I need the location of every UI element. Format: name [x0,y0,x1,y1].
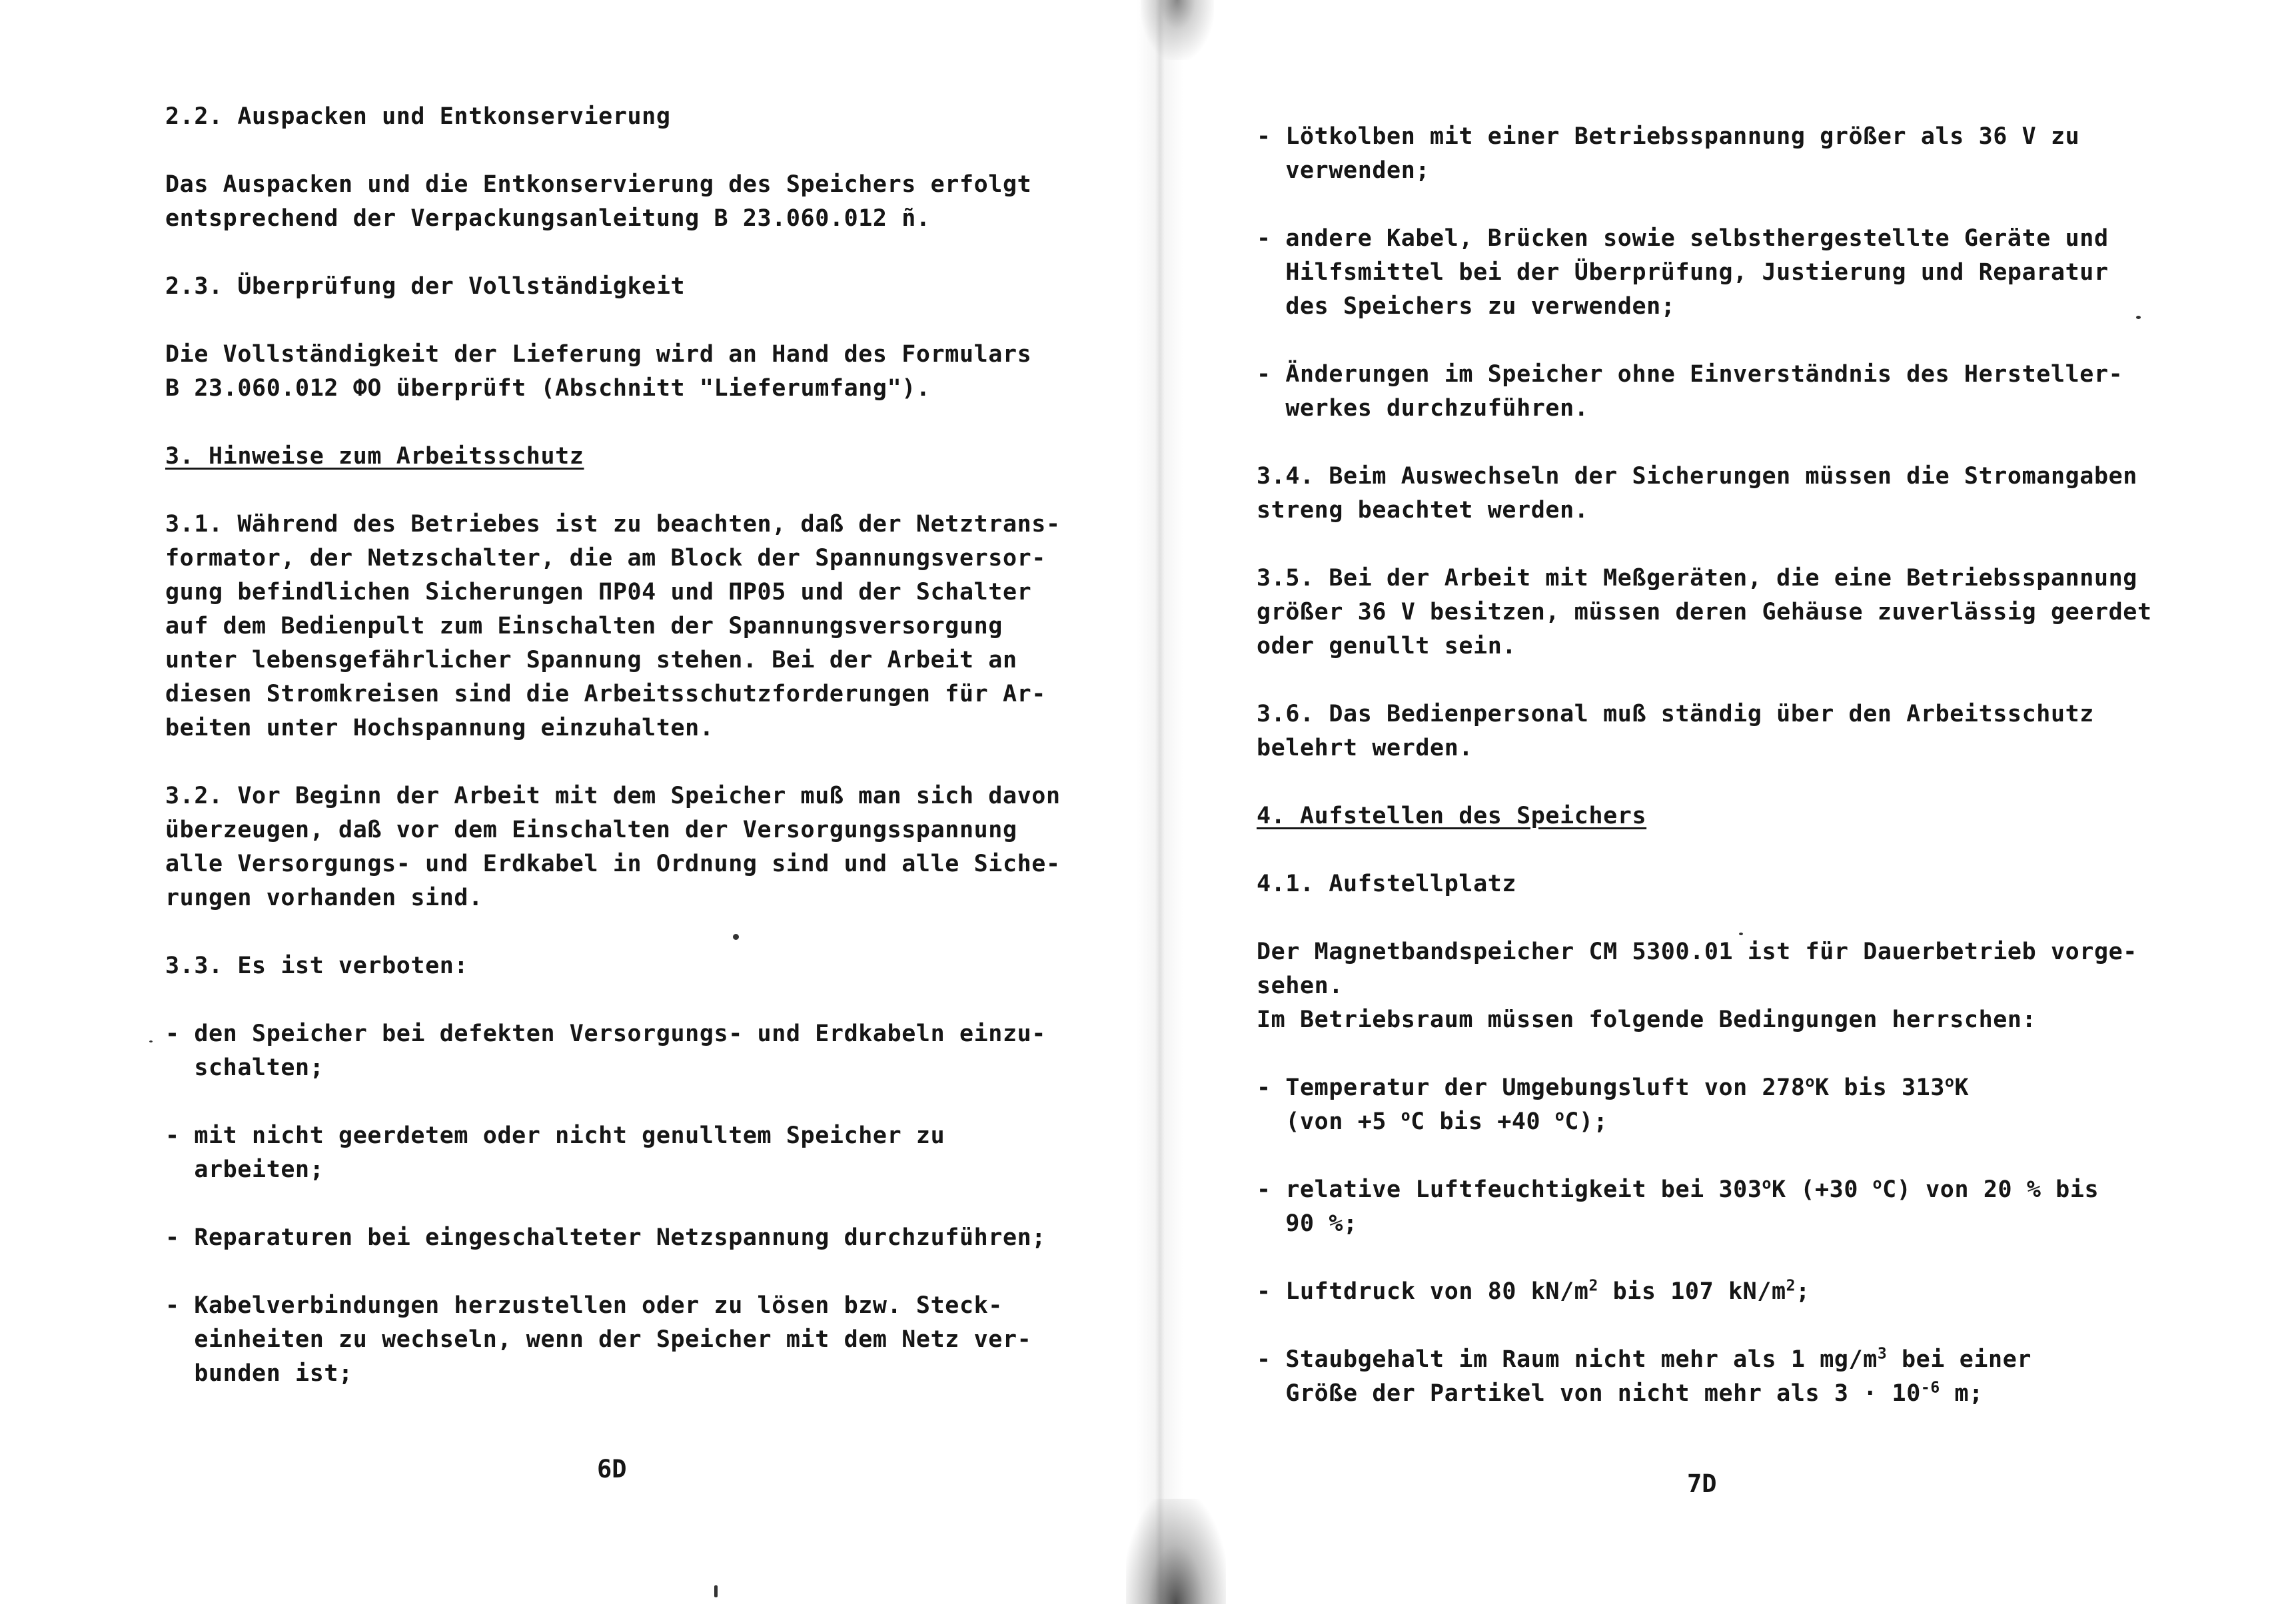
paragraph-3-3 [165,949,1071,983]
superscript: o [1762,1175,1772,1193]
text-part: - Staubgehalt im Raum nicht mehr als 1 mg/m [1257,1346,1878,1373]
text-line: auf dem Bedienpult zum Einschalten der Spannungsversorgung [165,613,1003,639]
text-line: beiten unter Hochspannung einzuhalten. [165,715,714,741]
text-line: 90 %; [1257,1210,1358,1237]
superscript: o [1805,1073,1815,1091]
text-part: (von +5 [1257,1108,1401,1135]
text-part: m; [1940,1380,1984,1407]
text-line: alle Versorgungs- und Erdkabel in Ordnung sind und alle Siche- [165,851,1061,877]
superscript: o [1554,1107,1565,1125]
list-item [1257,358,2203,426]
text-line: Im Betriebsraum müssen folgende Bedingungen herrschen: [1257,1006,2037,1033]
paragraph-3-5 [1257,562,2203,663]
list-item [165,1289,1071,1391]
text-part: Größe der Partikel von nicht mehr als 3 · 10 [1257,1380,1921,1407]
text-line: - Lötkolben mit einer Betriebsspannung größer als 36 V zu [1257,123,2080,150]
text-line: 3.3. Es ist verboten: [165,953,469,979]
paragraph-3-6 [1257,697,2203,765]
list-item-humidity [1257,1173,2203,1241]
section-4-1-heading [1257,867,2203,901]
text-line: 2.2. Auspacken und Entkonservierung [165,103,671,130]
text-line: Der Magnetbandspeicher CM 5300.01 ist für Dauerbetrieb vorge- [1257,939,2137,965]
paragraph-unpacking [165,168,1071,236]
text-line: belehrt werden. [1257,735,1474,761]
right-page-text [1257,120,2203,1411]
superscript: -6 [1920,1379,1940,1397]
paragraph-completeness [165,338,1071,406]
page-number: 6D [597,1455,627,1483]
paragraph-3-2 [165,779,1071,915]
superscript: 3 [1877,1345,1888,1363]
list-item [165,1221,1071,1255]
text-part: bei einer [1887,1346,2032,1373]
text-line: oder genullt sein. [1257,633,1517,659]
scan-speck [2136,316,2141,319]
superscript: 2 [1588,1277,1598,1295]
book-gutter [1137,0,1183,1604]
section-4-heading [1257,799,2203,833]
list-item [1257,120,2203,188]
superscript: o [1945,1073,1955,1091]
paragraph-3-1 [165,508,1071,745]
list-item [1257,222,2203,324]
text-part: - Temperatur der Umgebungsluft von 278 [1257,1074,1806,1101]
paragraph-4-1 [1257,935,2203,1037]
text-part: - Luftdruck von 80 kN/m [1257,1278,1589,1305]
list-item-pressure [1257,1275,2203,1309]
page-number: 7D [1687,1469,1717,1498]
text-line: entsprechend der Verpackungsanleitung B 23.060.012 ñ. [165,205,931,232]
text-line: überzeugen, daß vor dem Einschalten der Versorgungsspannung [165,817,1017,843]
text-part: ; [1796,1278,1810,1305]
text-line: verwenden; [1257,157,1431,184]
text-line: 3. Hinweise zum Arbeitsschutz [165,443,584,470]
text-part: K (+30 [1771,1176,1873,1203]
list-item-temperature [1257,1071,2203,1139]
superscript: o [1401,1107,1411,1125]
text-line: Die Vollständigkeit der Lieferung wird an Hand des Formulars [165,341,1032,368]
scan-speck [714,1585,718,1597]
text-line: schalten; [165,1054,324,1081]
scan-speck [149,1040,153,1042]
text-line [1257,1275,2203,1309]
text-line: rungen vorhanden sind. [165,885,483,911]
section-2-2-heading [165,100,1071,134]
text-line: unter lebensgefährlicher Spannung stehen. Bei der Arbeit an [165,647,1017,673]
text-line: B 23.060.012 ФО überprüft (Abschnitt "Lieferumfang"). [165,375,931,402]
text-line: - Änderungen im Speicher ohne Einverständnis des Hersteller- [1257,361,2123,388]
text-line: Das Auspacken und die Entkonservierung des Speichers erfolgt [165,171,1032,198]
text-part: C) von 20 % bis [1882,1176,2099,1203]
text-line: sehen. [1257,973,1344,999]
text-line [1257,1343,2203,1377]
superscript: 2 [1786,1277,1796,1295]
text-line: arbeiten; [165,1156,324,1183]
text-part: K bis 313 [1814,1074,1946,1101]
text-line: gung befindlichen Sicherungen ПР04 und ПР05 und der Schalter [165,579,1032,605]
text-line: - Reparaturen bei eingeschalteter Netzspannung durchzuführen; [165,1224,1046,1251]
superscript: o [1872,1175,1883,1193]
text-line [1257,1071,2203,1105]
list-item [165,1017,1071,1085]
text-part: C); [1564,1108,1608,1135]
text-line: einheiten zu wechseln, wenn der Speicher mit dem Netz ver- [165,1326,1032,1353]
list-item-dust [1257,1343,2203,1411]
section-3-heading [165,440,1071,474]
left-page-text [165,100,1071,1391]
text-line [1257,1377,2203,1411]
text-line: formator, der Netzschalter, die am Block der Spannungsversor- [165,545,1046,572]
text-line: 4. Aufstellen des Speichers [1257,803,1647,829]
text-line: 4.1. Aufstellplatz [1257,871,1517,897]
text-line: 3.2. Vor Beginn der Arbeit mit dem Speicher muß man sich davon [165,783,1061,809]
text-line: diesen Stromkreisen sind die Arbeitsschutzforderungen für Ar- [165,681,1046,707]
paragraph-3-4 [1257,460,2203,528]
text-line: des Speichers zu verwenden; [1257,293,1676,320]
text-line: - andere Kabel, Brücken sowie selbsthergestellte Geräte und [1257,225,2109,252]
text-line: 3.4. Beim Auswechseln der Sicherungen müssen die Stromangaben [1257,463,2137,490]
text-line: - Kabelverbindungen herzustellen oder zu lösen bzw. Steck- [165,1292,1003,1319]
text-line: - den Speicher bei defekten Versorgungs- und Erdkabeln einzu- [165,1020,1046,1047]
text-line: 2.3. Überprüfung der Vollständigkeit [165,273,686,300]
text-part: - relative Luftfeuchtigkeit bei 303 [1257,1176,1762,1203]
text-line: bunden ist; [165,1360,353,1387]
text-line: - mit nicht geerdetem oder nicht genulltem Speicher zu [165,1122,945,1149]
left-page [0,0,1137,1604]
text-line [1257,1173,2203,1207]
text-line: Hilfsmittel bei der Überprüfung, Justierung und Reparatur [1257,259,2109,286]
right-page [1183,0,2296,1604]
text-line [1257,1105,2203,1139]
text-line: 3.5. Bei der Arbeit mit Meßgeräten, die eine Betriebsspannung [1257,565,2137,592]
text-line: streng beachtet werden. [1257,497,1589,524]
text-line: 3.1. Während des Betriebes ist zu beachten, daß der Netztrans- [165,511,1061,538]
text-line: größer 36 V besitzen, müssen deren Gehäuse zuverlässig geerdet [1257,599,2152,625]
scan-speck [1739,933,1743,935]
text-part: bis 107 kN/m [1598,1278,1786,1305]
text-line: 3.6. Das Bedienpersonal muß ständig über den Arbeitsschutz [1257,701,2094,727]
section-2-3-heading [165,270,1071,304]
text-line: werkes durchzuführen. [1257,395,1589,422]
list-item [165,1119,1071,1187]
scan-speck [733,934,739,940]
text-part: C bis +40 [1411,1108,1555,1135]
text-part: K [1954,1074,1970,1101]
